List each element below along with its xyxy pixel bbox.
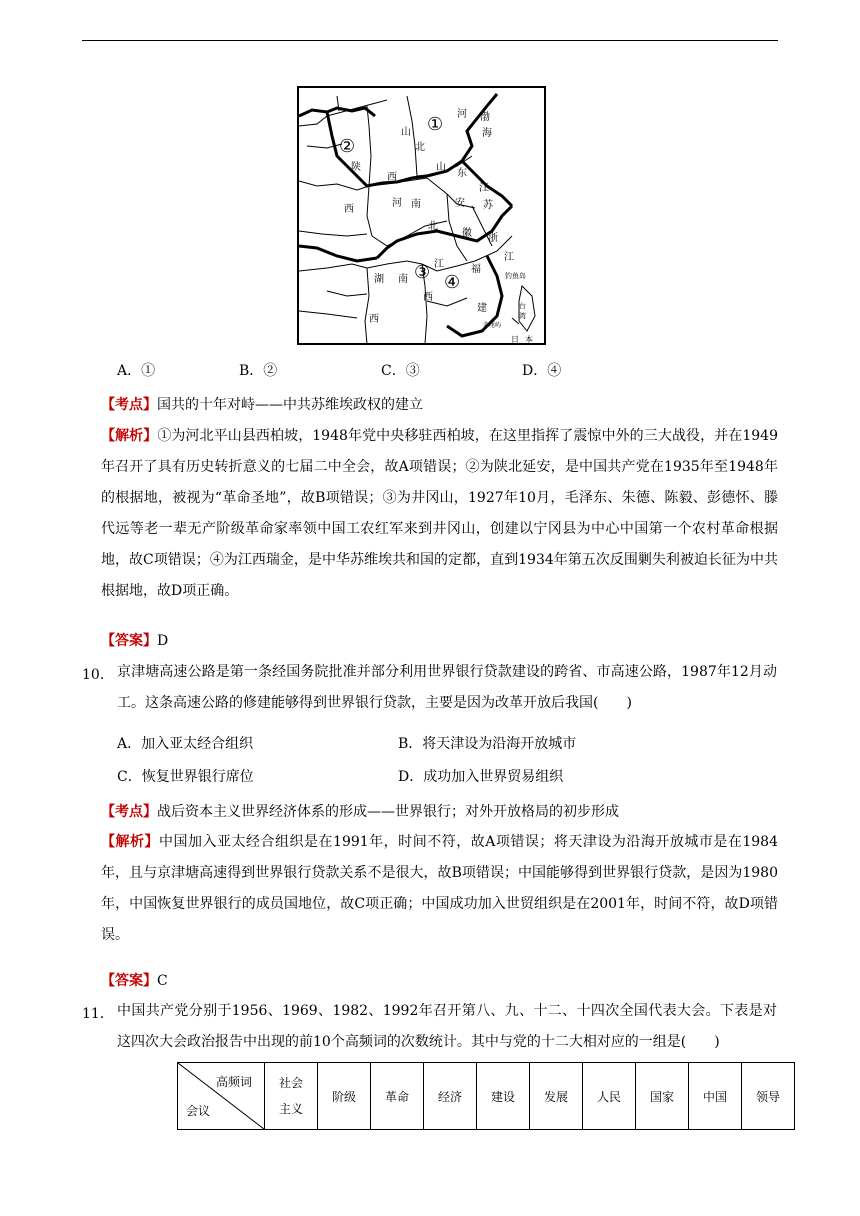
q10-option-c[interactable]: C．恢复世界银行席位 (117, 769, 254, 785)
china-map (297, 86, 546, 345)
q9-jiexi: 【解析】①为河北平山县西柏坡，1948年党中央移驻西柏坡，在这里指挥了震惊中外的三大战役，并在1949年召开了具有历史转折意义的七届二中全会，故A项错误；②为陕北延安，是中国共产党在1935年至1948年的根据地，被视为“革命圣地”，故B项错误；③为井冈山，1927年10月，毛泽东、朱德、陈毅、彭德怀、滕代远等老一辈无产阶级革命家率领中国工农红军来到井冈山，创建以宁冈县为中心中国第一个农村革命根据地，故C项错误；④为江西瑞金，是中华苏维埃共和国的定都，直到1934年第五次反围剿失利被迫长征为中共根据地，故D项正确。 (101, 428, 778, 599)
frequency-table (177, 1062, 795, 1130)
svg-text:渤: 渤 (480, 112, 490, 123)
col-header: 发展 (530, 1063, 583, 1130)
svg-text:安: 安 (455, 198, 465, 209)
svg-text:东: 东 (457, 168, 467, 179)
map-circle-2: ② (339, 136, 356, 157)
q11-stem: 中国共产党分别于1956、1969、1982、1992年召开第八、九、十二、十四次全国代表大会。下表是对这四次大会政治报告中出现的前10个高频词的次数统计。其中与党的十二大相对应的一组是( ) (117, 1003, 777, 1050)
svg-text:徽: 徽 (462, 228, 472, 239)
svg-text:西: 西 (387, 172, 397, 183)
q9-option-a[interactable]: A．① (117, 363, 156, 379)
table-header-row (178, 1063, 795, 1130)
col-header: 建设 (477, 1063, 530, 1130)
map-circle-3: ③ (414, 262, 431, 283)
svg-text:台: 台 (519, 302, 526, 310)
table-corner-cell (178, 1063, 265, 1130)
map-circle-1: ① (427, 114, 444, 135)
svg-text:江: 江 (434, 259, 444, 270)
svg-text:建: 建 (477, 303, 487, 314)
q10-option-d[interactable]: D．成功加入世界贸易组织 (398, 769, 564, 785)
col-header: 人民 (583, 1063, 636, 1130)
svg-text:山: 山 (401, 127, 411, 138)
svg-text:日: 日 (511, 335, 519, 344)
col-header: 中国 (689, 1063, 742, 1130)
svg-text:河: 河 (392, 198, 402, 209)
svg-text:山: 山 (436, 162, 446, 173)
q9-kaodian: 【考点】国共的十年对峙——中共苏维埃政权的建立 (101, 397, 423, 413)
svg-text:钓鱼岛: 钓鱼岛 (505, 272, 526, 280)
q9-option-d[interactable]: D．④ (522, 363, 562, 379)
q10-stem: 京津塘高速公路是第一条经国务院批准并部分利用世界银行贷款建设的跨省、市高速公路，1987年12月动工。这条高速公路的修建能够得到世界银行贷款，主要是因为改革开放后我国( ) (117, 664, 777, 711)
svg-text:南: 南 (398, 274, 408, 285)
svg-text:西: 西 (344, 204, 354, 215)
svg-text:江: 江 (504, 252, 514, 263)
q10-jiexi: 【解析】中国加入亚太经合组织是在1991年，时间不符，故A项错误；将天津设为沿海开放城市是在1984年，且与京津塘高速得到世界银行贷款关系不是很大，故B项错误；中国能够得到世界银行贷款，是因为1980年，中国恢复世界银行的成员国地位，故C项正确；中国成功加入世贸组织是在2001年，时间不符，故D项错误。 (101, 834, 778, 943)
svg-text:西: 西 (423, 292, 433, 303)
q11-number: 11． (82, 1006, 114, 1022)
svg-text:湖: 湖 (374, 274, 384, 285)
q10-answer: 【答案】C (101, 973, 168, 989)
svg-text:河: 河 (457, 109, 467, 120)
svg-text:北: 北 (415, 142, 425, 153)
svg-text:福: 福 (471, 264, 481, 275)
q9-option-c[interactable]: C．③ (381, 363, 420, 379)
col-header-shehui: 社会 主义 (265, 1063, 318, 1130)
col-header: 经济 (424, 1063, 477, 1130)
svg-text:赤尾屿: 赤尾屿 (483, 322, 502, 329)
svg-text:浙: 浙 (488, 233, 498, 244)
svg-text:海: 海 (482, 128, 492, 139)
q10-option-a[interactable]: A．加入亚太经合组织 (117, 736, 254, 752)
q10-kaodian: 【考点】战后资本主义世界经济体系的形成——世界银行；对外开放格局的初步形成 (101, 804, 619, 820)
corner-bottom-label: 会议 (186, 1104, 211, 1118)
header-rule (82, 40, 778, 41)
svg-text:江: 江 (479, 183, 489, 194)
q9-answer: 【答案】D (101, 633, 169, 649)
col-header: 国家 (636, 1063, 689, 1130)
svg-text:北: 北 (428, 221, 438, 232)
svg-text:陕: 陕 (351, 162, 361, 173)
q9-option-b[interactable]: B．② (239, 363, 278, 379)
svg-text:苏: 苏 (483, 200, 493, 211)
map-circle-4: ④ (444, 272, 461, 293)
q10-option-b[interactable]: B．将天津设为沿海开放城市 (398, 736, 577, 752)
col-header: 领导 (742, 1063, 795, 1130)
col-header: 阶级 (318, 1063, 371, 1130)
col-header: 革命 (371, 1063, 424, 1130)
q10-number: 10． (82, 667, 114, 683)
svg-text:湾: 湾 (519, 312, 526, 320)
svg-text:南: 南 (411, 199, 421, 210)
corner-top-label: 高频词 (215, 1075, 252, 1089)
svg-text:本: 本 (525, 335, 533, 344)
svg-text:西: 西 (369, 314, 379, 325)
